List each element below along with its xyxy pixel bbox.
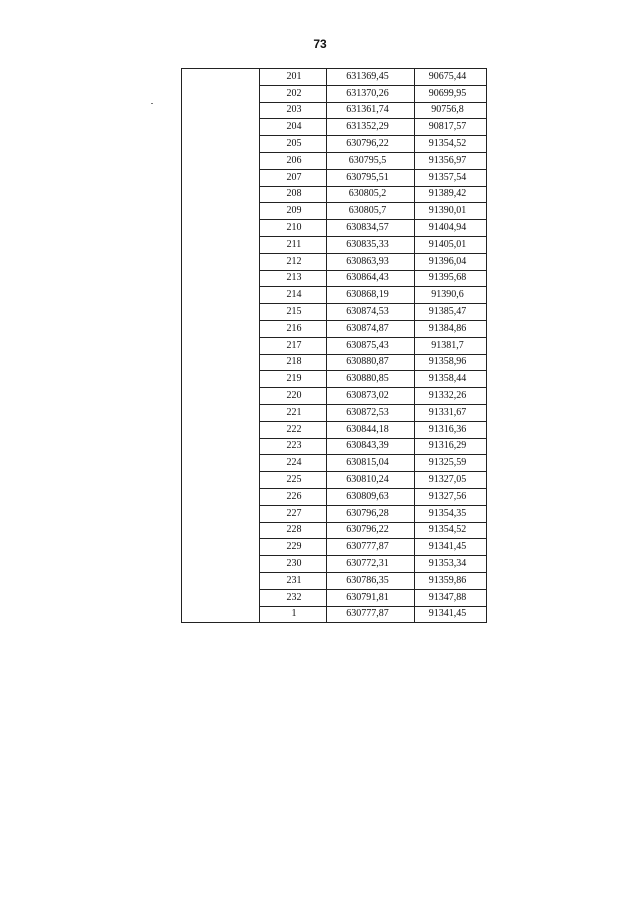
y-coordinate-cell: 91385,47 — [415, 304, 487, 321]
point-number-cell: 225 — [260, 472, 327, 489]
x-coordinate-cell: 630843,39 — [327, 438, 415, 455]
point-number-cell: 201 — [260, 69, 327, 86]
y-coordinate-cell: 91404,94 — [415, 220, 487, 237]
point-number-cell: 210 — [260, 220, 327, 237]
y-coordinate-cell: 91316,29 — [415, 438, 487, 455]
x-coordinate-cell: 630835,33 — [327, 236, 415, 253]
point-number-cell: 218 — [260, 354, 327, 371]
point-number-cell: 212 — [260, 253, 327, 270]
point-number-cell: 207 — [260, 169, 327, 186]
x-coordinate-cell: 630844,18 — [327, 421, 415, 438]
point-number-cell: 209 — [260, 203, 327, 220]
point-number-cell: 229 — [260, 539, 327, 556]
page-number: 73 — [313, 37, 327, 51]
point-number-cell: 227 — [260, 505, 327, 522]
y-coordinate-cell: 91331,67 — [415, 404, 487, 421]
point-number-cell: 205 — [260, 136, 327, 153]
x-coordinate-cell: 630796,28 — [327, 505, 415, 522]
y-coordinate-cell: 91316,36 — [415, 421, 487, 438]
x-coordinate-cell: 630809,63 — [327, 488, 415, 505]
y-coordinate-cell: 91327,56 — [415, 488, 487, 505]
point-number-cell: 203 — [260, 102, 327, 119]
x-coordinate-cell: 630777,87 — [327, 539, 415, 556]
y-coordinate-cell: 91353,34 — [415, 556, 487, 573]
y-coordinate-cell: 91356,97 — [415, 152, 487, 169]
y-coordinate-cell: 90817,57 — [415, 119, 487, 136]
x-coordinate-cell: 630864,43 — [327, 270, 415, 287]
y-coordinate-cell: 91332,26 — [415, 388, 487, 405]
point-number-cell: 202 — [260, 85, 327, 102]
x-coordinate-cell: 631369,45 — [327, 69, 415, 86]
point-number-cell: 214 — [260, 287, 327, 304]
point-number-cell: 204 — [260, 119, 327, 136]
x-coordinate-cell: 630772,31 — [327, 556, 415, 573]
x-coordinate-cell: 630875,43 — [327, 337, 415, 354]
point-number-cell: 216 — [260, 320, 327, 337]
point-number-cell: 217 — [260, 337, 327, 354]
x-coordinate-cell: 630777,87 — [327, 606, 415, 623]
x-coordinate-cell: 630796,22 — [327, 136, 415, 153]
margin-mark — [151, 103, 153, 104]
point-number-cell: 230 — [260, 556, 327, 573]
point-number-cell: 213 — [260, 270, 327, 287]
x-coordinate-cell: 630795,51 — [327, 169, 415, 186]
x-coordinate-cell: 630796,22 — [327, 522, 415, 539]
point-number-cell: 222 — [260, 421, 327, 438]
x-coordinate-cell: 630868,19 — [327, 287, 415, 304]
x-coordinate-cell: 630786,35 — [327, 572, 415, 589]
x-coordinate-cell: 630880,87 — [327, 354, 415, 371]
x-coordinate-cell: 631370,26 — [327, 85, 415, 102]
y-coordinate-cell: 91325,59 — [415, 455, 487, 472]
x-coordinate-cell: 630880,85 — [327, 371, 415, 388]
y-coordinate-cell: 91354,52 — [415, 136, 487, 153]
y-coordinate-cell: 91341,45 — [415, 539, 487, 556]
point-number-cell: 226 — [260, 488, 327, 505]
x-coordinate-cell: 630874,53 — [327, 304, 415, 321]
y-coordinate-cell: 91358,96 — [415, 354, 487, 371]
y-coordinate-cell: 91395,68 — [415, 270, 487, 287]
point-number-cell: 232 — [260, 589, 327, 606]
y-coordinate-cell: 90675,44 — [415, 69, 487, 86]
y-coordinate-cell: 90699,95 — [415, 85, 487, 102]
blank-merged-cell — [182, 69, 260, 623]
point-number-cell: 231 — [260, 572, 327, 589]
point-number-cell: 220 — [260, 388, 327, 405]
point-number-cell: 219 — [260, 371, 327, 388]
y-coordinate-cell: 91357,54 — [415, 169, 487, 186]
x-coordinate-cell: 630815,04 — [327, 455, 415, 472]
y-coordinate-cell: 91358,44 — [415, 371, 487, 388]
x-coordinate-cell: 630805,2 — [327, 186, 415, 203]
point-number-cell: 221 — [260, 404, 327, 421]
point-number-cell: 224 — [260, 455, 327, 472]
coordinates-table-body — [182, 69, 487, 623]
coordinates-table — [181, 68, 487, 623]
y-coordinate-cell: 91359,86 — [415, 572, 487, 589]
point-number-cell: 228 — [260, 522, 327, 539]
y-coordinate-cell: 91390,6 — [415, 287, 487, 304]
x-coordinate-cell: 630805,7 — [327, 203, 415, 220]
y-coordinate-cell: 90756,8 — [415, 102, 487, 119]
point-number-cell: 206 — [260, 152, 327, 169]
y-coordinate-cell: 91390,01 — [415, 203, 487, 220]
y-coordinate-cell: 91396,04 — [415, 253, 487, 270]
x-coordinate-cell: 630795,5 — [327, 152, 415, 169]
x-coordinate-cell: 630791,81 — [327, 589, 415, 606]
point-number-cell: 223 — [260, 438, 327, 455]
point-number-cell: 211 — [260, 236, 327, 253]
y-coordinate-cell: 91384,86 — [415, 320, 487, 337]
x-coordinate-cell: 630834,57 — [327, 220, 415, 237]
y-coordinate-cell: 91389,42 — [415, 186, 487, 203]
y-coordinate-cell: 91405,01 — [415, 236, 487, 253]
y-coordinate-cell: 91354,52 — [415, 522, 487, 539]
x-coordinate-cell: 630872,53 — [327, 404, 415, 421]
x-coordinate-cell: 630810,24 — [327, 472, 415, 489]
point-number-cell: 1 — [260, 606, 327, 623]
y-coordinate-cell: 91341,45 — [415, 606, 487, 623]
y-coordinate-cell: 91327,05 — [415, 472, 487, 489]
point-number-cell: 215 — [260, 304, 327, 321]
x-coordinate-cell: 630873,02 — [327, 388, 415, 405]
x-coordinate-cell: 630863,93 — [327, 253, 415, 270]
y-coordinate-cell: 91354,35 — [415, 505, 487, 522]
x-coordinate-cell: 631361,74 — [327, 102, 415, 119]
x-coordinate-cell: 630874,87 — [327, 320, 415, 337]
y-coordinate-cell: 91347,88 — [415, 589, 487, 606]
point-number-cell: 208 — [260, 186, 327, 203]
table-row — [182, 69, 487, 86]
x-coordinate-cell: 631352,29 — [327, 119, 415, 136]
y-coordinate-cell: 91381,7 — [415, 337, 487, 354]
